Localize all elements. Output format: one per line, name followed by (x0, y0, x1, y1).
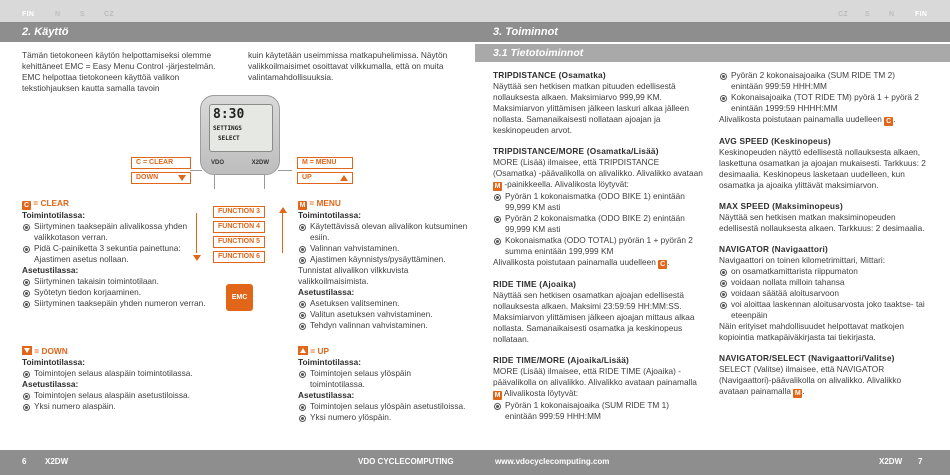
asetus-label: Asetustilassa: (298, 287, 355, 297)
down-title: = DOWN (32, 346, 68, 356)
list-item: Tehdyn valinnan vahvistaminen. (298, 320, 468, 331)
list-item: voi aloittaa laskennan aloitusarvosta joko taaktse- tai eteenpäin (719, 299, 929, 321)
up-key-icon (298, 346, 308, 355)
list-item: on osamatkamittarista riippumaton (719, 266, 929, 277)
ridetime-list-cont (719, 70, 929, 114)
ridetime-more-text (493, 366, 703, 400)
text-part: Alivalikosta poistutaan painamalla uudelleen (719, 114, 882, 124)
list-item: Pidä C-painiketta 3 sekuntia painettuna: Ajastimen asetus nollaan. (22, 243, 207, 265)
list-item: Kokonaisajoaika (TOT RIDE TM) pyörä 1 + pyörä 2 enintään 1999:59 HHHH:MM (719, 92, 929, 114)
toiminto-label: Toimintotilassa: (298, 357, 362, 367)
lang-label: CZ (838, 11, 848, 18)
right-page (475, 0, 950, 475)
down-asetus-list (22, 390, 207, 412)
language-bar-right (475, 0, 950, 22)
list-item: Pyörän 2 kokonaisajoaika (SUM RIDE TM 2) enintään 999:59 HHH:MM (719, 70, 929, 92)
text-part: -painikkeella. Alivalikosta löytyvät: (504, 179, 629, 189)
lang-label: FIN (915, 11, 928, 18)
function-tag: FUNCTION 5 (213, 236, 265, 248)
menu-toiminto-list (298, 221, 468, 265)
navigator-select-text: SELECT (Valitse) ilmaisee, että NAVIGATOR (Navigaattori)-päävalikolla on alivalikko. Alivalikko avataan painamalla M . (719, 364, 902, 397)
up-section (298, 346, 468, 423)
m-menu-tag: M = MENU (297, 157, 353, 169)
up-arrow-icon (340, 175, 348, 181)
display-select: SELECT (218, 135, 240, 142)
page-number: 6 (22, 457, 27, 466)
lang-label: CZ (104, 11, 114, 18)
connector-line (278, 170, 292, 171)
tripdistance-text: Näyttää sen hetkisen matkan pituuden edellisestä nollauksesta alkaen. Maksimiarvo 999,99 KM. Maksimiarvon ylittämisen jälkeen laskuri alkaa jälleen nollasta. Samanaikaisesti nollataan ajoajan ja keskinopeuden arvot. (493, 81, 689, 135)
toiminto-label: Toimintotilassa: (22, 357, 86, 367)
function-tag: FUNCTION 3 (213, 206, 265, 218)
list-item: Toimintojen selaus ylöspäin asetustiloissa. (298, 401, 468, 412)
list-item: Toimintojen selaus alaspäin toimintotilassa. (22, 368, 207, 379)
scroll-line-right (282, 213, 283, 253)
section-header-left (0, 22, 475, 42)
tripdistance-more-heading: TRIPDISTANCE/MORE (Osamatka/Lisää) (493, 146, 659, 156)
down-key-icon (22, 346, 32, 355)
tripdistance-more-list (493, 191, 703, 257)
c-clear-tag: C = CLEAR (131, 157, 191, 169)
list-item: Toimintojen selaus alaspäin asetustiloissa. (22, 390, 207, 401)
device-brand: VDO (211, 160, 225, 166)
connector-line (264, 175, 265, 189)
toiminto-label: Toimintotilassa: (22, 210, 86, 220)
lang-label: S (865, 11, 870, 18)
menu-title: = MENU (307, 198, 341, 208)
up-tag (297, 172, 353, 184)
connector-line (214, 175, 215, 189)
text-part: Alivalikosta löytyvät: (503, 388, 579, 398)
asetus-label: Asetustilassa: (22, 265, 79, 275)
emc-logo: EMC (226, 284, 253, 311)
list-item: Ajastimen käynnistys/pysäyttäminen. (298, 254, 468, 265)
m-key-icon: M (494, 183, 501, 190)
list-item: voidaan säätää aloitusarvoon (719, 288, 929, 299)
tripdistance-more-text (493, 157, 703, 191)
list-item: Pyörän 2 kokonaismatka (ODO BIKE 2) enintään 99,999 KM asti (493, 213, 703, 235)
clear-asetus-list (22, 276, 207, 309)
footer-left (0, 450, 475, 475)
subsection-header (475, 44, 950, 62)
navigator-select-heading: NAVIGATOR/SELECT (Navigaattori/Valitse) (719, 353, 895, 363)
list-item: Siirtyminen takaisin toimintotilaan. (22, 276, 207, 287)
lang-label: N (55, 11, 61, 18)
list-item: Valitun asetuksen vahvistaminen. (298, 309, 468, 320)
m-key-icon: M (794, 390, 801, 397)
section-title: 3. Toiminnot (493, 26, 558, 38)
bike-computer-illustration (200, 95, 280, 175)
avg-speed-heading: AVG SPEED (Keskinopeus) (719, 136, 831, 146)
down-arrow-icon (178, 175, 186, 181)
menu-note: Tunnistat alivalikon vilkkuvista valikkoilmaisimista. (298, 265, 409, 286)
list-item: Asetuksen valitseminen. (298, 298, 468, 309)
up-title: = UP (308, 346, 329, 356)
tripdistance-heading: TRIPDISTANCE (Osamatka) (493, 70, 606, 80)
m-key-icon: M (299, 202, 306, 209)
list-item: voidaan nollata milloin tahansa (719, 277, 929, 288)
clear-title: = CLEAR (31, 198, 70, 208)
device-display (209, 104, 273, 152)
max-speed-heading: MAX SPEED (Maksiminopeus) (719, 201, 843, 211)
footer-brand: VDO CYCLECOMPUTING (358, 457, 454, 466)
device-model: X2DW (251, 160, 269, 166)
footer-model: X2DW (45, 457, 69, 466)
intro-text-cont: kuin käytetään useimmissa matkapuhelimissa. Näytön valikkoilmaisimet osoittavat vilkkumalla, että on muita valintamahdollisuuksia. (248, 50, 448, 82)
clear-section (22, 198, 207, 309)
up-asetus-list (298, 401, 468, 423)
clear-toiminto-list (22, 221, 207, 265)
c-key-icon: C (23, 202, 30, 209)
language-bar-left (0, 0, 475, 22)
list-item: Yksi numero alaspäin. (22, 401, 207, 412)
navigator-heading: NAVIGATOR (Navigaattori) (719, 244, 828, 254)
m-key-icon: M (494, 392, 501, 399)
list-item: Siirtyminen taaksepäin yhden numeron verran. (22, 298, 207, 309)
down-toiminto-list (22, 368, 207, 379)
info-column-2 (719, 70, 929, 398)
list-item: Toimintojen selaus ylöspäin toimintotilassa. (298, 368, 468, 390)
text-part: MORE (Lisää) ilmaisee, että TRIPDISTANCE (Osamatka) -päävalikolla on alivalikko. Alivalikko avataan (493, 157, 703, 178)
lang-label: N (889, 11, 895, 18)
function-tag: FUNCTION 4 (213, 221, 265, 233)
list-item: Valinnan vahvistaminen. (298, 243, 468, 254)
list-item: Siirtyminen taaksepäin alivalikossa yhden valikkotason verran. (22, 221, 207, 243)
list-item: Käytettävissä olevan alivalikon kutsuminen esiin. (298, 221, 468, 243)
footer-url: www.vdocyclecomputing.com (495, 457, 610, 466)
subsection-title: 3.1 Tietotoiminnot (493, 47, 584, 59)
c-key-icon: C (886, 118, 892, 125)
connector-line (190, 170, 202, 171)
ridetime-more-heading: RIDE TIME/MORE (Ajoaika/Lisää) (493, 355, 630, 365)
list-item: Syötetyn tiedon korjaaminen. (22, 287, 207, 298)
list-item: Yksi numero ylöspäin. (298, 412, 468, 423)
toiminto-label: Toimintotilassa: (298, 210, 362, 220)
down-label: DOWN (136, 174, 159, 181)
c-key-icon: C (660, 261, 666, 268)
down-tag (131, 172, 191, 184)
asetus-label: Asetustilassa: (22, 379, 79, 389)
section-title: 2. Käyttö (22, 26, 69, 38)
avg-speed-text: Keskinopeuden näyttö edellisestä nollauksesta alkaen, laskettuna osamatkan ja ajoajan mukaisesti. Tarkkuus: 2 desimaalia. Keskinopeus lasketaan uudelleen, kun osamatka ja ajoaika ylittävät maksimiarvon. (719, 147, 926, 190)
ridetime-heading: RIDE TIME (Ajoaika) (493, 279, 577, 289)
ridetime-more-list (493, 400, 703, 422)
down-section (22, 346, 207, 412)
text-part: SELECT (Valitse) ilmaisee, että NAVIGATOR (Navigaattori)-päävalikolla on alivalikko. Alivalikko avataan painamalla (719, 364, 902, 396)
list-item: Pyörän 1 kokonaismatka (ODO BIKE 1) enintään 99,999 KM asti (493, 191, 703, 213)
page-number: 7 (918, 457, 923, 466)
up-label: UP (302, 174, 312, 181)
list-item: Pyörän 1 kokonaisajoaika (SUM RIDE TM 1) enintään 999:59 HHH:MM (493, 400, 703, 422)
navigator-list (719, 266, 929, 321)
menu-section (298, 198, 468, 331)
footer-model: X2DW (879, 457, 903, 466)
function-tag: FUNCTION 6 (213, 251, 265, 263)
asetus-label: Asetustilassa: (298, 390, 355, 400)
navigator-note: Näin erityiset mahdollisuudet helpottavat matkojen kopiointia matkapäiväkirjasta tai tiekirjasta. (719, 321, 904, 342)
navigator-text: Navigaattori on toinen kilometrimittari, Mittari: (719, 255, 885, 265)
up-arrow-icon (279, 207, 287, 213)
lang-label: S (80, 11, 85, 18)
info-column-1 (493, 70, 703, 422)
display-settings: SETTINGS (213, 125, 242, 132)
max-speed-text: Näyttää sen hetkisen matkan maksiminopeuden edellisestä nollauksesta alkaen. Tarkkuus: 2 desimaalia. (719, 212, 925, 233)
text-part: MORE (Lisää) ilmaisee, että RIDE TIME (Ajoaika) -päävalikolla on alivalikko. Alivalikko avataan painamalla (493, 366, 697, 387)
up-toiminto-list (298, 368, 468, 390)
intro-text: Tämän tietokoneen käytön helpottamiseksi olemme kehittäneet EMC = Easy Menu Control -järjestelmän. EMC helpottaa tietokoneen käyttöä valikon tekstiohjauksen kautta samalla tavoin (22, 50, 216, 93)
footer-right (475, 450, 950, 475)
tripdistance-reset-text: Alivalikosta poistutaan painamalla uudelleen C . (493, 257, 670, 268)
menu-asetus-list (298, 298, 468, 331)
text-part: Alivalikosta poistutaan painamalla uudelleen (493, 257, 656, 267)
list-item: Kokonaismatka (ODO TOTAL) pyörän 1 + pyörän 2 summa enintään 199,999 KM (493, 235, 703, 257)
ridetime-reset-text: Alivalikosta poistutaan painamalla uudelleen C . (719, 114, 896, 125)
section-header-right (475, 22, 950, 42)
display-digits: 8:30 (213, 107, 245, 122)
lang-label: FIN (22, 11, 35, 18)
ridetime-text: Näyttää sen hetkisen osamatkan ajoajan edellisestä nollauksesta alkaen. Maksimi 23:59:59 HH:MM:SS. Maksimiarvon ylittämisen jälkeen ajoajan mittaus alkaa nollasta. Samanaikaisesti osamatka ja keskinopeus nollataan. (493, 290, 695, 344)
